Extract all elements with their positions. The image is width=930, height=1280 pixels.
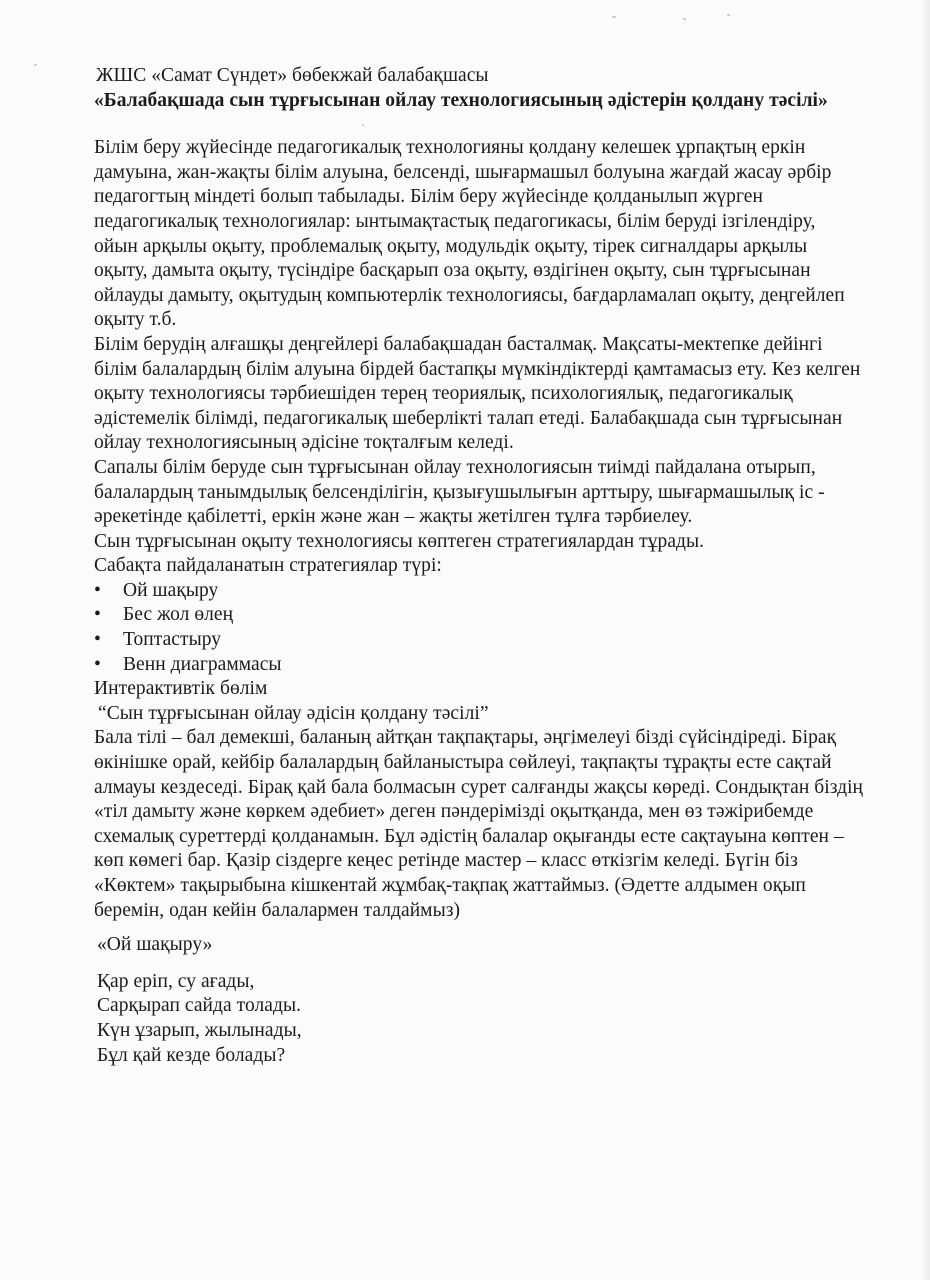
list-item — [94, 628, 864, 653]
riddle-line: Күн ұзарып, жылынады, — [97, 1019, 302, 1041]
riddle-poem — [94, 970, 864, 1068]
bullet-icon: • — [94, 629, 101, 651]
list-item-text: Топтастыру — [123, 629, 222, 651]
list-item-text: Венн диаграммасы — [123, 653, 282, 675]
scan-speck — [683, 18, 686, 20]
paragraph-child-language: Бала тілі – бал демекші, баланың айтқан тақпақтары, әңгімелеуі бізді сүйсіндіреді. Бірақ өкінішке орай, кейбір балалардың байланыстыра сөйлеуі, тақпақты тұрақты есте сақтай алмауы кездеседі. Бірақ қай бала болмасын сурет салғанды жақсы көреді. Сондықтан біздің «тіл дамыту және көркем әдебиет» деген пәндерімізді оқытқанда, мен өз тәжірибемде схемалық суреттерді қолданамын. Бұл әдістің балалар оқығанды есте сақтауына көптен – көп көмегі бар. Қазір сіздерге кеңес ретінде мастер – класс өткізгім келеді. Бүгін біз «Көктем» тақырыбына кішкентай жұмбақ-тақпақ жаттаймыз. (Әдетте алдымен оқып беремін, одан кейін балалармен талдаймыз) — [94, 727, 864, 921]
intro-paragraph-technologies: Білім беру жүйесінде педагогикалық технологияны қолдану келешек ұрпақтың еркін дамуына, жан-жақты білім алуына, белсенді, шығармашыл болуына жағдай жасау әрбір педагогтың міндеті болып табылады. Білім беру жүйесінде қолданылып жүрген педагогикалық технологиялар: ынтымақтастық педагогикасы, білім беруді ізгілендіру, ойын арқылы оқыту, проблемалық оқыту, модульдік оқыту, тірек сигналдары арқылы оқыту, дамыта оқыту, түсіндіре басқарып оза оқыту, өздігінен оқыту, сын тұрғысынан ойлауды дамыту, оқытудың компьютерлік технологиясы, бағдарламалап оқыту, деңгейлеп оқыту т.б. — [94, 137, 845, 331]
document-body — [94, 64, 864, 1068]
scan-shadow-edge — [922, 0, 930, 1280]
paragraph-quality-education: Сапалы білім беруде сын тұрғысынан ойлау технологиясын тиімді пайдалана отырып, балалардың танымдылық белсенділігін, қызығушылығын арттыру, шығармашылық іс - әрекетінде қабілетті, еркін және жан – жақты жетілген тұлға тәрбиелеу. — [94, 456, 825, 528]
list-item — [94, 579, 864, 604]
scan-speck — [612, 16, 616, 18]
interactive-section-heading: Интерактивтік бөлім — [94, 678, 268, 700]
riddle-line: Қар еріп, су ағады, — [97, 970, 255, 992]
list-item-text: Ой шақыру — [123, 579, 219, 601]
paragraph-strategies-heading: Сабақта пайдаланатын стратегиялар түрі: — [94, 555, 442, 577]
section-spacer — [94, 923, 864, 933]
strategy-label: «Ой шақыру» — [97, 934, 213, 956]
section-spacer — [94, 958, 864, 970]
bullet-icon: • — [94, 604, 101, 626]
scan-speck — [34, 64, 37, 66]
riddle-line: Сарқырап сайда толады. — [97, 995, 302, 1017]
bullet-icon: • — [94, 653, 101, 675]
paragraph-strategies-intro: Сын тұрғысынан оқыту технологиясы көптеген стратегиялардан тұрады. — [94, 530, 705, 552]
organization-line: ЖШС «Самат Сүндет» бөбекжай балабақшасы — [96, 65, 489, 86]
paragraph-preschool-levels: Білім берудің алғашқы деңгейлері балабақшадан басталмақ. Мақсаты-мектепке дейінгі білім балалардың білім алуына бірдей бастапқы мүмкіндіктерді қамтамасыз ету. Кез келген оқыту технологиясы тәрбиешіден терең теориялық, психологиялық, педагогикалық әдістемелік білімді, педагогикалық шеберлікті талап етеді. Балабақшада сын тұрғысынан ойлау технологиясының әдісіне тоқталғым келеді. — [94, 333, 861, 454]
riddle-line: Бұл қай кезде болады? — [97, 1044, 286, 1066]
title-spacer — [94, 113, 864, 136]
document-title: «Балабақшада сын тұрғысынан ойлау технологиясының әдістерін қолдану тәсілі» — [94, 89, 828, 111]
strategy-list — [94, 579, 864, 677]
list-item — [94, 653, 864, 678]
interactive-section-quote: “Сын тұрғысынан ойлау әдісін қолдану тәсілі” — [98, 702, 489, 724]
bullet-icon: • — [94, 579, 101, 601]
scan-speck — [727, 14, 730, 16]
list-item — [94, 603, 864, 628]
list-item-text: Бес жол өлең — [123, 604, 234, 626]
